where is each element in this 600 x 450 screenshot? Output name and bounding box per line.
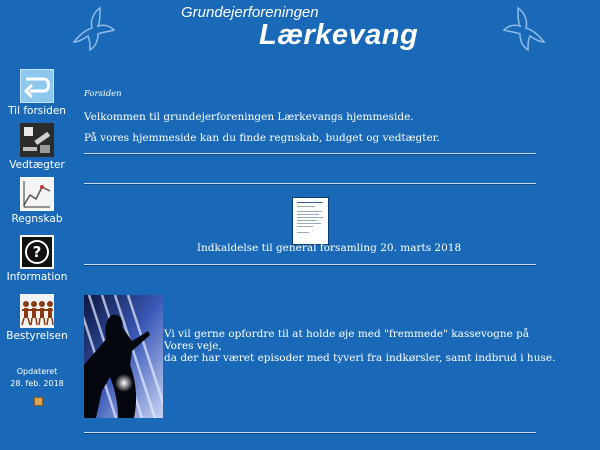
updated-date: 28. feb. 2018 [10,379,64,388]
svg-text:?: ? [32,243,42,261]
site-title: Lærkevang [259,19,419,51]
site-subtitle: Grundejerforeningen [181,4,319,21]
doc-line [297,214,319,215]
nav-item-board[interactable] [0,294,74,342]
burglar-image [84,295,163,418]
nav-item-accounts[interactable] [0,177,74,225]
doc-line [297,206,315,207]
warning-line: Vores veje, [164,340,222,352]
divider [84,153,536,155]
nav-label-board: Bestyrelsen [6,330,68,342]
home-arrow-icon [20,69,54,103]
doc-line [297,223,321,224]
help-icon [20,235,54,269]
doc-line [297,217,323,218]
divider [84,432,536,434]
doc-line [297,226,313,227]
dove-icon-left [70,4,118,52]
nav-label-home: Til forsiden [8,105,66,117]
doc-line [297,202,323,203]
warning-text [164,328,555,364]
warning-line: Vi vil gerne opfordre til at holde øje med "fremmede" kassevogne på [164,328,530,340]
warning-line: da der har været episoder med tyveri fra indkørsler, samt indbrud i huse. [164,352,556,364]
people-icon [20,294,54,328]
updated-label: Opdateret [16,367,58,376]
nav-item-information[interactable] [0,235,74,283]
doc-line [297,232,309,233]
document-link[interactable]: Indkaldelse til general forsamling 20. marts 2018 [196,242,462,254]
info-text: På vores hjemmeside kan du finde regnskab, budget og vedtægter. [84,132,440,144]
welcome-text: Velkommen til grundejerforeningen Lærkevangs hjemmeside. [84,111,414,123]
gavel-icon [20,123,54,157]
divider [84,264,536,266]
chart-icon [20,177,54,211]
doc-line [297,211,322,212]
breadcrumb: Forsiden [84,89,122,99]
small-house-icon [34,397,43,406]
doc-line [297,220,317,221]
nav-label-accounts: Regnskab [11,213,63,225]
dove-icon-right [500,4,548,52]
divider [84,183,536,185]
document-thumbnail[interactable] [292,197,329,245]
last-updated [0,366,74,390]
nav-label-statutes: Vedtægter [9,159,65,171]
nav-item-statutes[interactable] [0,123,74,171]
nav-item-home[interactable] [0,69,74,117]
nav-label-information: Information [6,271,68,283]
